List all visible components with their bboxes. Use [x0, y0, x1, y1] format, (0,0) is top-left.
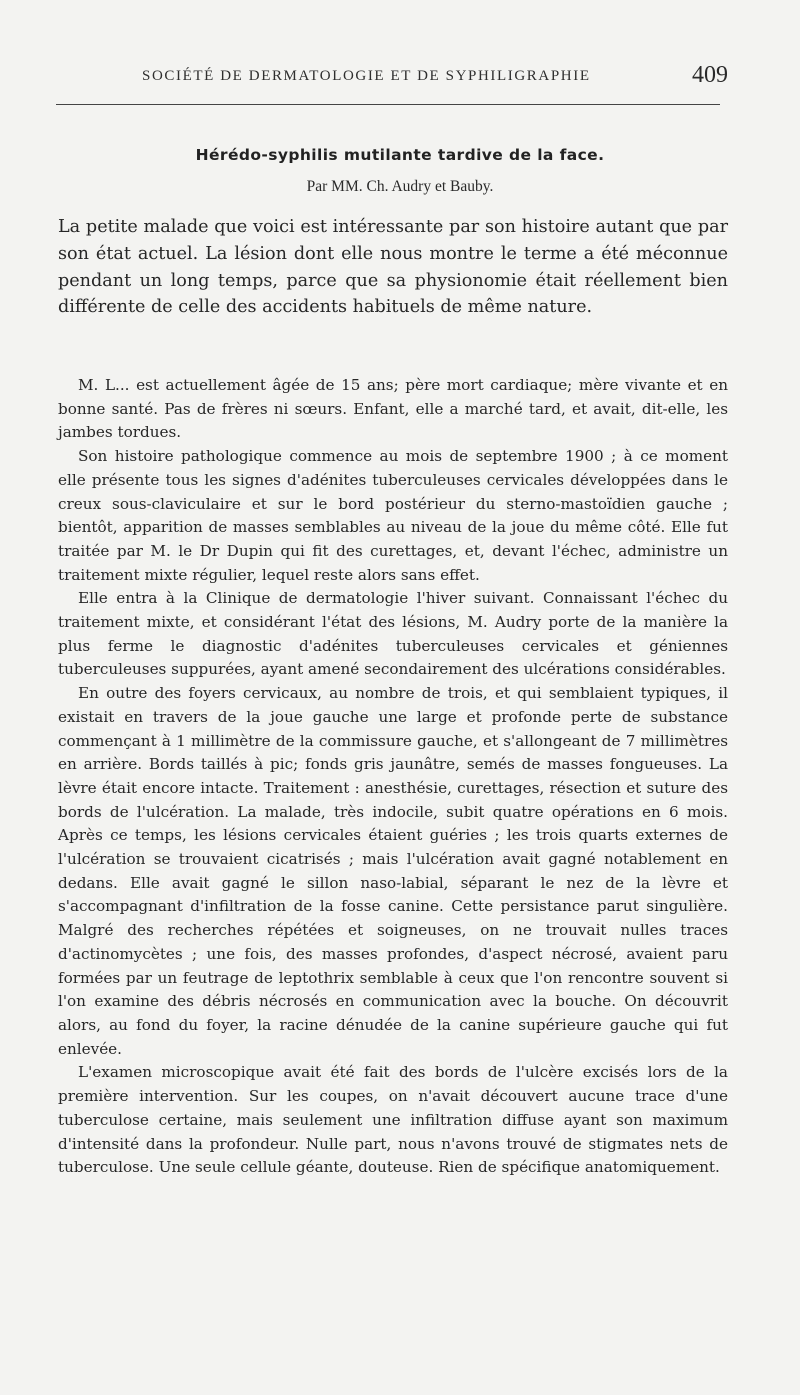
- running-header: [56, 62, 728, 94]
- article-title: Hérédo-syphilis mutilante tardive de la face.: [195, 146, 605, 164]
- paragraph: Elle entra à la Clinique de dermatologie l'hiver suivant. Connaissant l'échec du traitement mixte, et considérant l'état des lésions, M. Audry porte de la manière la plus ferme le diagnostic d'adénites tuberculeuses cervicales et géniennes tuberculeuses suppurées, ayant amené secondairement des ulcérations considérables.: [58, 589, 728, 679]
- body-text: [58, 374, 728, 1180]
- lead-paragraph-block: [58, 214, 728, 321]
- paragraph: L'examen microscopique avait été fait des bords de l'ulcère excisés lors de la première intervention. Sur les coupes, on n'avait découvert aucune trace d'une tuberculose certaine, mais seulement une infiltration diffuse ayant son maximum d'intensité dans la profondeur. Nulle part, nous n'avons trouvé de stigmates nets de tuberculose. Une seule cellule géante, douteuse. Rien de spécifique anatomiquement.: [58, 1063, 728, 1177]
- header-rule: [56, 104, 720, 105]
- paragraph: En outre des foyers cervicaux, au nombre de trois, et qui semblaient typiques, il existait en travers de la joue gauche une large et profonde perte de substance commençant à 1 millimètre de la commissure gauche, et s'allongeant de 7 millimètres en arrière. Bords taillés à pic; fonds gris jaunâtre, semés de masses fongueuses. La lèvre était encore intacte. Traitement : anesthésie, curettages, résection et suture des bords de l'ulcération. La malade, très indocile, subit quatre opérations en 6 mois. Après ce temps, les lésions cervicales étaient guéries ; les trois quarts externes de l'ulcération se trouvaient cicatrisés ; mais l'ulcération avait gagné notablement en dedans. Elle avait gagné le sillon naso-labial, séparant le nez de la lèvre et s'accompagnant d'infiltration de la fosse canine. Cette persistance parut singulière. Malgré des recherches répétées et soigneuses, on ne trouvait nulles traces d'actinomycètes ; une fois, des masses profondes, d'aspect nécrosé, avaient paru formées par un feutrage de leptothrix semblable à ceux que l'on rencontre souvent si l'on examine des débris nécrosés en communication avec la bouche. On découvrit alors, au fond du foyer, la racine dénudée de la canine supérieure gauche qui fut enlevée.: [58, 684, 728, 1058]
- lead-paragraph: La petite malade que voici est intéressante par son histoire autant que par son état actuel. La lésion dont elle nous montre le terme a été méconnue pendant un long temps, parce que sa physionomie était réellement bien différente de celle des accidents habituels de même nature.: [58, 217, 728, 318]
- paragraph: Son histoire pathologique commence au mois de septembre 1900 ; à ce moment elle présente tous les signes d'adénites tuberculeuses cervicales développées dans le creux sous-claviculaire et sur le bord postérieur du sterno-mastoïdien gauche ; bientôt, apparition de masses semblables au niveau de la joue du même côté. Elle fut traitée par M. le Dr Dupin qui fit des curettages, et, devant l'échec, administre un traitement mixte régulier, lequel reste alors sans effet.: [58, 447, 728, 584]
- page-number: 409: [692, 62, 728, 88]
- byline: Par MM. Ch. Audry et Bauby.: [306, 178, 494, 195]
- running-title: SOCIÉTÉ DE DERMATOLOGIE ET DE SYPHILIGRAPHIE: [142, 68, 591, 84]
- paragraph: M. L... est actuellement âgée de 15 ans; père mort cardiaque; mère vivante et en bonne santé. Pas de frères ni sœurs. Enfant, elle a marché tard, et avait, dit-elle, les jambes tordues.: [58, 376, 728, 442]
